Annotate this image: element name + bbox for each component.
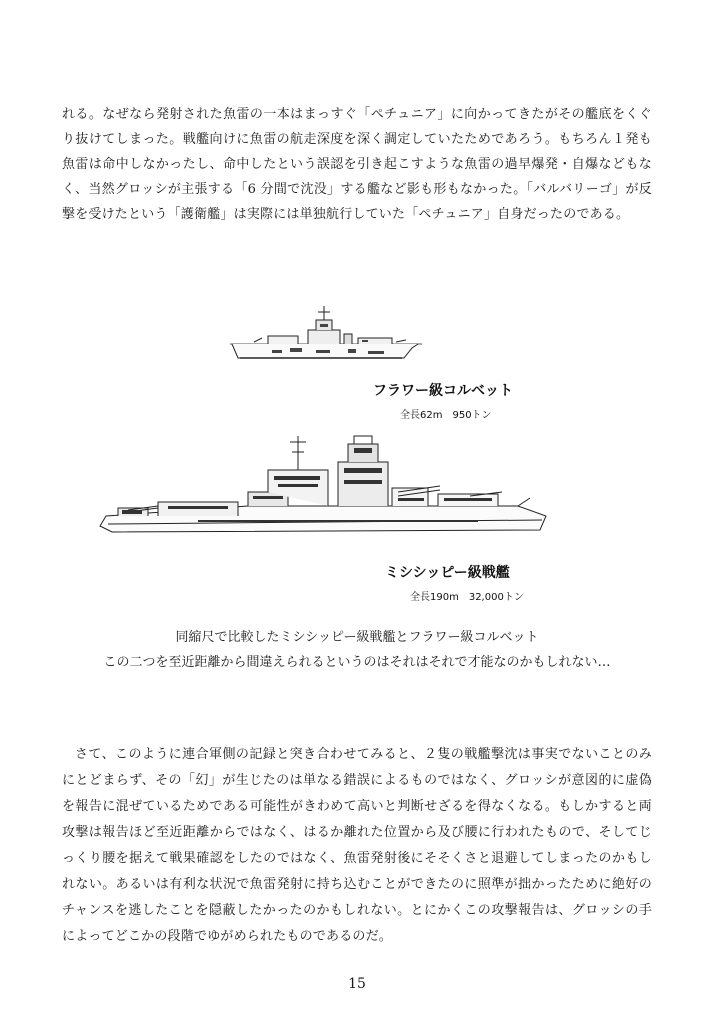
figure-caption-line-1: 同縮尺で比較したミシシッピー級戦艦とフラワー級コルベット — [175, 630, 539, 645]
corvette-name: フラワー級コルベット — [373, 383, 513, 399]
battleship-illustration — [98, 432, 550, 544]
corvette-illustration — [228, 304, 424, 368]
battleship-spec: 全長190m 32,000トン — [410, 592, 524, 603]
page-number: 15 — [348, 976, 366, 992]
body-paragraph-1: れる。なぜなら発射された魚雷の一本はまっすぐ「ペチュニア」に向かってきたがその艦底をくぐり抜けてしまった。戦艦向けに魚雷の航走深度を深く調定していたためであろう。もちろん１発も魚雷は命中しなかったし、命中したという誤認を引き起こすような魚雷の過早爆発・自爆などもなく、当然グロッシが主張する「6 分間で沈没」する艦など影も形もなかった。「バルバリーゴ」が反撃を受けたという「護衛艦」は実際には単独航行していた「ペチュニア」自身だったのである。 — [62, 107, 652, 222]
battleship-name: ミシシッピー級戦艦 — [385, 565, 510, 581]
corvette-spec: 全長62m 950トン — [400, 410, 492, 421]
figure-caption-line-2: この二つを至近距離から間違えられるというのはそれはそれで才能なのかもしれない… — [103, 655, 611, 670]
body-paragraph-2: さて、このように連合軍側の記録と突き合わせてみると、２隻の戦艦撃沈は事実でないことのみにとどまらず、その「幻」が生じたのは単なる錯誤によるものではなく、グロッシが意図的に虚偽を報告に混ぜているためである可能性がきわめて高いと判断せざるを得なくなる。もしかすると両攻撃は報告ほど至近距離からではなく、はるか離れた位置から及び腰に行われたもので、そしてじっくり腰を据えて戦果確認をしたのではなく、魚雷発射後にそそくさと退避してしまったのかもしれない。あるいは有利な状況で魚雷発射に持ち込むことができたのに照準が拙かったために絶好のチャンスを逃したことを隠蔽したかったのかもしれない。とにかくこの攻撃報告は、グロッシの手によってどこかの段階でゆがめられたものであるのだ。 — [62, 747, 652, 944]
